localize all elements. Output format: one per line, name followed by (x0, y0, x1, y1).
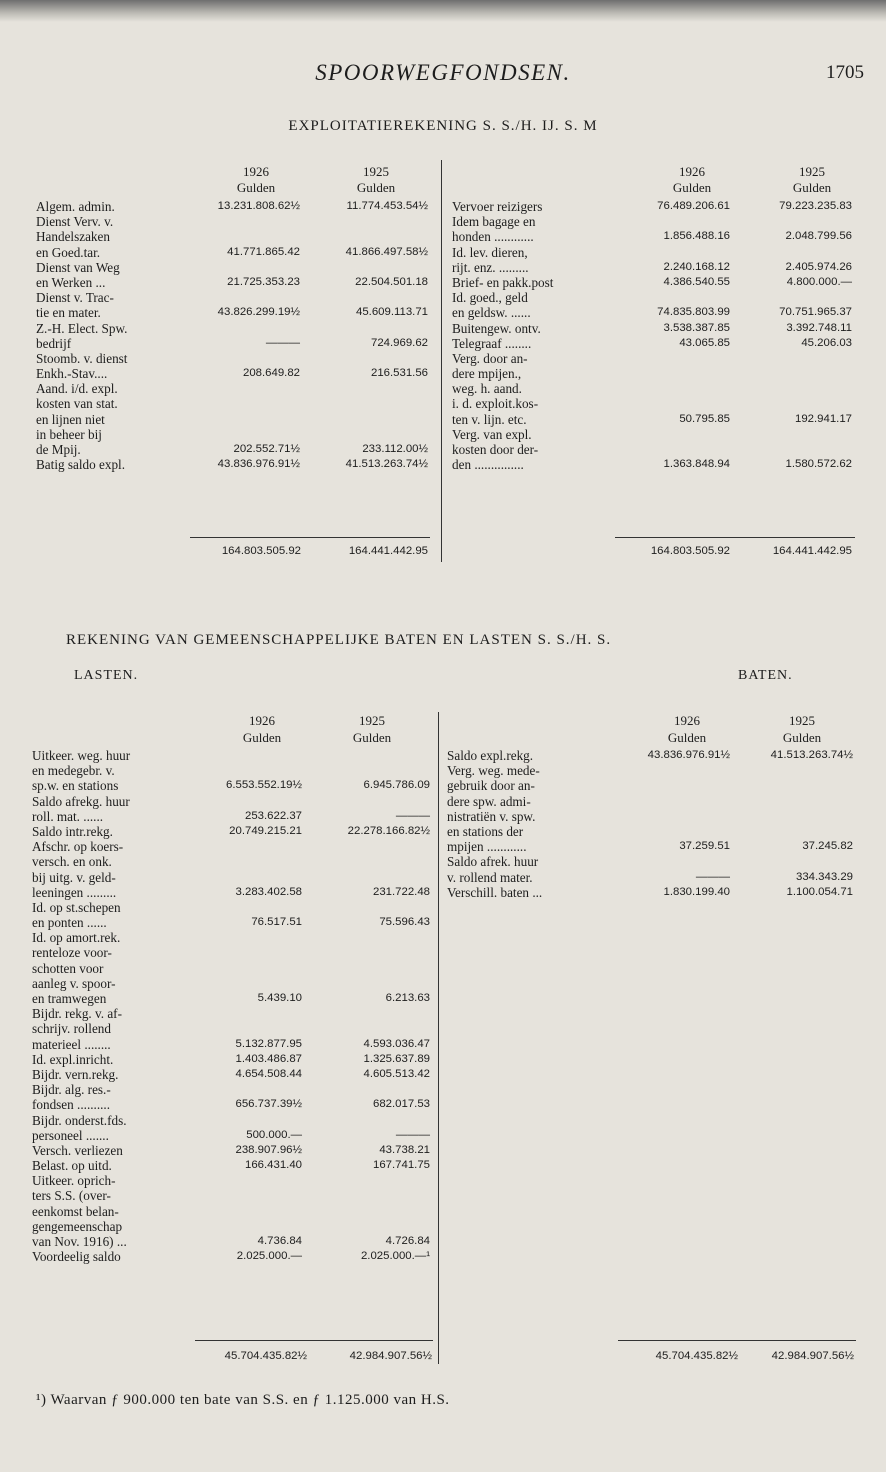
row-label: Idem bagage en (452, 214, 536, 230)
value-1926: 21.725.353.23 (227, 275, 300, 288)
table-row (32, 1143, 432, 1158)
table-row (36, 321, 436, 336)
table-row (452, 427, 852, 442)
row-label: roll. mat. ...... (32, 808, 104, 824)
row-label: Verg. weg. mede- (447, 763, 540, 779)
running-header (0, 60, 886, 90)
row-label: tie en mater. (36, 305, 101, 321)
row-label: Versch. verliezen (32, 1142, 123, 1158)
value-1925: 233.112.00½ (362, 443, 428, 455)
row-label: Voordeelig saldo (32, 1249, 121, 1265)
row-label: Dienst Verv. v. (36, 214, 114, 230)
value-1926: 13.231.808.62½ (217, 200, 300, 212)
table-row (447, 809, 857, 824)
table-row (452, 442, 852, 457)
table-row (32, 1158, 432, 1173)
row-label: Bijdr. vern.rekg. (32, 1066, 119, 1082)
s1-left-year-1925: 1925 (363, 164, 389, 179)
value-1925: 75.596.43 (379, 916, 430, 929)
s2-left-total-1926: 45.704.435.82½ (224, 1350, 307, 1362)
row-label: Buitengew. ontv. (452, 320, 541, 336)
s1-left-total-1926: 164.803.505.92 (221, 545, 301, 557)
s2-left-unit-1926: Gulden (242, 730, 282, 745)
s2-right-total-1925: 42.984.907.56½ (771, 1350, 854, 1362)
table-row (452, 214, 852, 229)
table-row (32, 1128, 432, 1143)
row-label: ters S.S. (over- (32, 1188, 111, 1204)
row-label: dere spw. admi- (447, 793, 531, 809)
s1-column-divider (441, 160, 442, 562)
table-row (32, 870, 432, 885)
table-row (36, 229, 436, 244)
value-1925: 22.504.501.18 (355, 275, 428, 288)
row-label: Stoomb. v. dienst (36, 350, 128, 366)
value-1926: 1.403.486.87 (235, 1052, 302, 1065)
row-label: en stations der (447, 823, 524, 839)
row-label: in beheer bij (36, 426, 102, 442)
value-1925: 6.945.786.09 (363, 779, 430, 792)
table-row (36, 245, 436, 260)
value-1925: 45.206.03 (801, 336, 852, 349)
table-row (452, 260, 852, 275)
row-label: Vervoer reizigers (452, 199, 543, 214)
table-row (36, 366, 436, 381)
table-row (32, 915, 432, 930)
value-1925: 2.025.000.—¹ (360, 1250, 430, 1263)
table-row (32, 1052, 432, 1067)
table-row (36, 214, 436, 229)
value-1925: 2.405.974.26 (785, 260, 852, 273)
value-1925: 41.513.263.74½ (770, 749, 853, 761)
table-row (32, 1188, 432, 1203)
value-1926: 208.649.82 (242, 367, 300, 380)
table-row (36, 305, 436, 320)
row-label: Bijdr. alg. res.- (32, 1082, 111, 1098)
table-row (452, 305, 852, 320)
row-label: Dienst v. Trac- (36, 290, 114, 306)
s2-left-year-1925: 1925 (359, 713, 385, 728)
table-row (36, 381, 436, 396)
row-label: versch. en onk. (32, 854, 112, 870)
value-1926: 202.552.71½ (233, 443, 300, 455)
row-label: dere mpijen., (452, 366, 522, 382)
row-label: Saldo expl.rekg. (447, 748, 534, 763)
row-label: Uitkeer. oprich- (32, 1173, 116, 1189)
value-1925: 11.774.453.54½ (346, 200, 428, 212)
table-row (452, 366, 852, 381)
s2-left-rows (32, 748, 432, 1264)
s1-left-total-1925: 164.441.442.95 (348, 545, 428, 557)
value-1926: 41.771.865.42 (227, 245, 300, 258)
value-1925: 1.580.572.62 (785, 458, 852, 471)
value-1925: ——— (395, 809, 430, 822)
s2-right-total-rule (618, 1340, 856, 1341)
value-1926: 6.553.552.19½ (225, 779, 302, 792)
value-1925: 724.969.62 (370, 336, 428, 349)
s2-left-unit-1925: Gulden (352, 730, 392, 745)
table-row (32, 1219, 432, 1234)
table-row (32, 748, 432, 763)
table-row (447, 824, 857, 839)
row-label: Aand. i/d. expl. (36, 381, 118, 397)
table-row (452, 412, 852, 427)
s2-right-year-1926: 1926 (674, 713, 700, 728)
s2-column-divider (438, 712, 439, 1364)
table-row (32, 1097, 432, 1112)
table-row (452, 275, 852, 290)
row-label: Id. lev. dieren, (452, 244, 528, 260)
row-label: fondsen .......... (32, 1097, 111, 1113)
s1-right-total-1925: 164.441.442.95 (772, 545, 852, 557)
table-row (32, 961, 432, 976)
value-1925: 70.751.965.37 (779, 306, 852, 319)
table-row (447, 839, 857, 854)
row-label: en ponten ...... (32, 915, 107, 931)
table-row (32, 1113, 432, 1128)
row-label: schotten voor (32, 960, 104, 976)
value-1926: 43.836.976.91½ (217, 458, 300, 471)
row-label: rijt. enz. ......... (452, 259, 529, 275)
table-row (36, 427, 436, 442)
row-label: en geldsw. ...... (452, 305, 531, 321)
table-row (32, 778, 432, 793)
table-row (32, 1067, 432, 1082)
s1-left-unit-1925: Gulden (356, 180, 396, 195)
table-row (32, 1037, 432, 1052)
table-row (452, 396, 852, 411)
value-1925: 45.609.113.71 (356, 306, 428, 319)
s1-right-rows (452, 199, 852, 472)
s1-right-year-1926: 1926 (679, 164, 705, 179)
row-label: Enkh.-Stav.... (36, 366, 108, 382)
value-1926: 50.795.85 (679, 412, 730, 425)
table-row (32, 1173, 432, 1188)
s2-right-year-1925: 1925 (789, 713, 815, 728)
section2-title: REKENING VAN GEMEENSCHAPPELIJKE BATEN EN LASTEN S. S./H. S. (66, 632, 612, 648)
value-1926: 4.736.84 (257, 1235, 302, 1247)
table-row (36, 442, 436, 457)
value-1926: 238.907.96½ (235, 1143, 302, 1156)
row-label: ten v. lijn. etc. (452, 411, 527, 427)
row-label: kosten van stat. (36, 396, 118, 412)
row-label: Belast. op uitd. (32, 1158, 112, 1174)
value-1925: 682.017.53 (372, 1098, 430, 1111)
value-1925: 216.531.56 (370, 367, 428, 380)
value-1926: 1.856.488.16 (663, 230, 730, 243)
table-row (32, 1249, 432, 1264)
value-1925: 334.343.29 (795, 870, 853, 883)
row-label: schrijv. rollend (32, 1021, 111, 1037)
value-1925: 1.325.637.89 (363, 1052, 430, 1065)
s1-left-rows (36, 199, 436, 472)
s2-left-year-1926: 1926 (249, 713, 275, 728)
row-label: Id. expl.inricht. (32, 1051, 114, 1067)
table-row (32, 809, 432, 824)
row-label: Verg. door an- (452, 350, 528, 366)
row-label: personeel ....... (32, 1127, 109, 1143)
table-row (447, 763, 857, 778)
value-1926: 4.654.508.44 (235, 1067, 302, 1080)
value-1926: 3.283.402.58 (235, 885, 302, 898)
value-1926: 5.439.10 (257, 992, 302, 1004)
value-1926: 253.622.37 (244, 809, 302, 822)
section1-title: EXPLOITATIEREKENING S. S./H. IJ. S. M (288, 118, 598, 134)
value-1925: 1.100.054.71 (786, 885, 853, 898)
value-1925: 79.223.235.83 (779, 200, 852, 212)
table-row (452, 290, 852, 305)
s1-right-total-1926: 164.803.505.92 (650, 545, 730, 557)
row-label: bij uitg. v. geld- (32, 869, 116, 885)
value-1926: ——— (695, 870, 730, 883)
s2-right-unit-1925: Gulden (782, 730, 822, 745)
table-row (32, 794, 432, 809)
value-1926: 43.065.85 (679, 336, 730, 349)
page-number: 1705 (826, 62, 864, 83)
table-row (32, 976, 432, 991)
value-1926: 3.538.387.85 (663, 321, 730, 334)
baten-label: BATEN. (738, 668, 793, 683)
row-label: Telegraaf ........ (452, 335, 532, 351)
table-row (36, 336, 436, 351)
table-row (32, 824, 432, 839)
table-row (32, 763, 432, 778)
table-row (32, 1082, 432, 1097)
value-1925: ——— (395, 1128, 430, 1141)
row-label: en lijnen niet (36, 411, 105, 427)
row-label: Verg. van expl. (452, 426, 532, 442)
table-row (447, 794, 857, 809)
value-1926: 37.259.51 (679, 840, 730, 853)
row-label: mpijen ............ (447, 839, 527, 855)
row-label: den ............... (452, 457, 524, 473)
value-1925: 231.722.48 (372, 885, 430, 898)
table-row (447, 748, 857, 763)
value-1926: 1.363.848.94 (663, 458, 730, 471)
table-row (32, 1006, 432, 1021)
row-label: Afschr. op koers- (32, 839, 124, 855)
row-label: Id. goed., geld (452, 290, 528, 306)
table-row (32, 930, 432, 945)
s1-right-unit-1925: Gulden (792, 180, 832, 195)
value-1926: 76.489.206.61 (657, 200, 730, 212)
row-label: eenkomst belan- (32, 1203, 119, 1219)
row-label: Id. op amort.rek. (32, 930, 121, 946)
value-1925: 192.941.17 (794, 412, 852, 425)
table-row (32, 1204, 432, 1219)
table-row (452, 381, 852, 396)
row-label: weg. h. aand. (452, 381, 522, 397)
value-1925: 43.738.21 (379, 1143, 430, 1156)
row-label: renteloze voor- (32, 945, 112, 961)
table-row (452, 336, 852, 351)
footnote: ¹) Waarvan ƒ 900.000 ten bate van S.S. en ƒ 1.125.000 van H.S. (36, 1392, 450, 1408)
s1-left-unit-1926: Gulden (236, 180, 276, 195)
table-row (452, 321, 852, 336)
row-label: gengemeenschap (32, 1218, 123, 1234)
row-label: Dienst van Weg (36, 259, 120, 275)
scan-shadow (0, 0, 886, 22)
value-1925: 4.605.513.42 (363, 1067, 430, 1080)
table-row (447, 854, 857, 869)
row-label: de Mpij. (36, 442, 81, 457)
row-label: en tramwegen (32, 991, 107, 1006)
value-1926: 20.749.215.21 (229, 824, 302, 837)
row-label: aanleg v. spoor- (32, 975, 116, 991)
row-label: Verschill. baten ... (447, 884, 543, 900)
table-row (32, 839, 432, 854)
row-label: Z.-H. Elect. Spw. (36, 320, 128, 336)
s1-right-unit-1926: Gulden (672, 180, 712, 195)
s2-right-total-1926: 45.704.435.82½ (655, 1350, 738, 1362)
table-row (452, 351, 852, 366)
s2-left-total-rule (195, 1340, 433, 1341)
s2-right-unit-1926: Gulden (667, 730, 707, 745)
s1-left-year-1926: 1926 (243, 164, 269, 179)
row-label: en Goed.tar. (36, 244, 101, 260)
value-1926: ——— (265, 336, 300, 349)
value-1926: 1.830.199.40 (663, 885, 730, 898)
value-1926: 500.000.— (246, 1128, 302, 1141)
row-label: Batig saldo expl. (36, 457, 126, 473)
table-row (447, 870, 857, 885)
table-row (32, 1021, 432, 1036)
table-row (32, 991, 432, 1006)
value-1925: 4.800.000.— (786, 275, 852, 288)
table-row (452, 199, 852, 214)
row-label: bedrijf (36, 335, 72, 351)
row-label: Handelszaken (36, 229, 110, 245)
value-1926: 2.240.168.12 (663, 260, 730, 273)
table-row (32, 900, 432, 915)
table-row (36, 351, 436, 366)
s2-left-total-1925: 42.984.907.56½ (349, 1350, 432, 1362)
table-row (447, 885, 857, 900)
value-1926: 74.835.803.99 (657, 306, 730, 319)
row-label: gebruik door an- (447, 778, 535, 794)
table-row (447, 778, 857, 793)
row-label: Id. op st.schepen (32, 899, 121, 915)
s1-right-year-1925: 1925 (799, 164, 825, 179)
table-row (36, 260, 436, 275)
value-1926: 4.386.540.55 (663, 275, 730, 288)
value-1926: 656.737.39½ (235, 1098, 302, 1111)
running-title: SPOORWEGFONDSEN. (315, 60, 571, 85)
value-1926: 43.836.976.91½ (647, 749, 730, 761)
value-1925: 4.726.84 (385, 1235, 430, 1247)
value-1925: 167.741.75 (372, 1159, 430, 1172)
value-1925: 2.048.799.56 (785, 230, 852, 243)
table-row (36, 457, 436, 472)
value-1926: 166.431.40 (244, 1159, 302, 1172)
s2-right-rows (447, 748, 857, 900)
s1-right-total-rule (615, 537, 855, 538)
lasten-label: LASTEN. (74, 668, 139, 683)
table-row (36, 396, 436, 411)
value-1925: 22.278.166.82½ (347, 824, 430, 837)
value-1925: 41.866.497.58½ (345, 245, 428, 258)
value-1926: 5.132.877.95 (235, 1037, 302, 1050)
table-row (36, 290, 436, 305)
row-label: v. rollend mater. (447, 869, 533, 885)
table-row (36, 412, 436, 427)
row-label: Uitkeer. weg. huur (32, 748, 131, 763)
value-1926: 2.025.000.— (236, 1250, 302, 1263)
table-row (36, 199, 436, 214)
value-1925: 37.245.82 (802, 840, 853, 853)
value-1925: 4.593.036.47 (363, 1037, 430, 1050)
row-label: en medegebr. v. (32, 763, 115, 779)
table-row (32, 885, 432, 900)
table-row (452, 457, 852, 472)
table-row (32, 1234, 432, 1249)
row-label: i. d. exploit.kos- (452, 396, 539, 412)
row-label: kosten door der- (452, 442, 539, 457)
value-1925: 41.513.263.74½ (345, 458, 428, 471)
row-label: leeningen ......... (32, 884, 117, 900)
row-label: Saldo intr.rekg. (32, 823, 113, 839)
row-label: en Werken ... (36, 274, 106, 290)
row-label: Bijdr. onderst.fds. (32, 1112, 127, 1128)
row-label: Bijdr. rekg. v. af- (32, 1006, 122, 1022)
row-label: Saldo afrek. huur (447, 854, 539, 870)
table-row (32, 854, 432, 869)
row-label: sp.w. en stations (32, 778, 119, 794)
value-1926: 76.517.51 (251, 916, 302, 929)
table-row (32, 945, 432, 960)
row-label: Algem. admin. (36, 199, 115, 214)
row-label: honden ............ (452, 229, 534, 245)
value-1926: 43.826.299.19½ (217, 306, 300, 319)
row-label: materieel ........ (32, 1036, 111, 1052)
value-1925: 6.213.63 (385, 992, 430, 1004)
value-1925: 3.392.748.11 (786, 321, 852, 334)
table-row (452, 245, 852, 260)
row-label: Saldo afrekg. huur (32, 793, 130, 809)
s1-left-total-rule (190, 537, 430, 538)
row-label: van Nov. 1916) ... (32, 1234, 127, 1249)
table-row (36, 275, 436, 290)
row-label: nistratiën v. spw. (447, 808, 536, 824)
table-row (452, 229, 852, 244)
row-label: Brief- en pakk.post (452, 274, 554, 290)
